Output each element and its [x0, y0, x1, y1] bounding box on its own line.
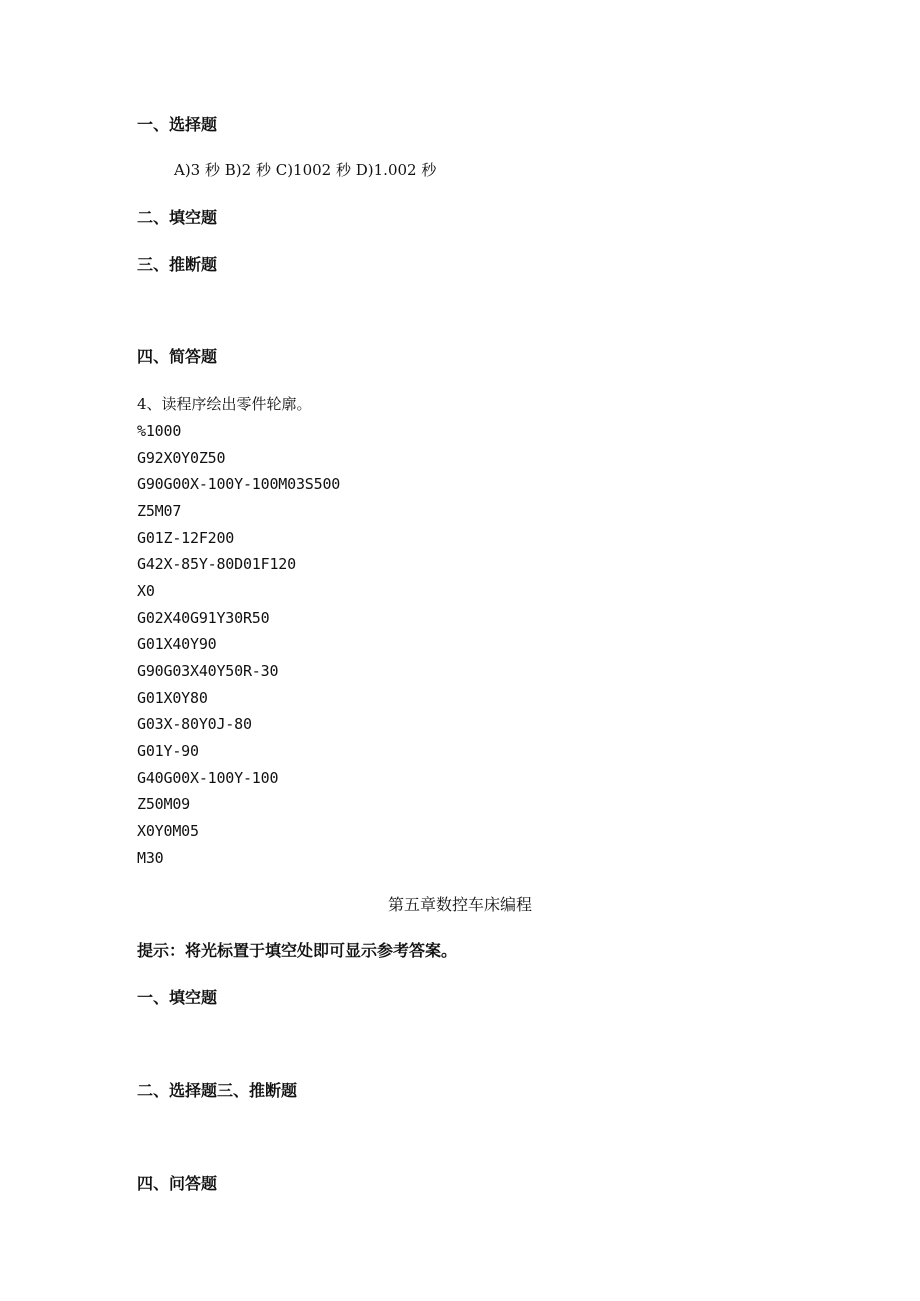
- section-heading-choice: 一、选择题: [137, 115, 218, 134]
- program-line: G03X-80Y0J-80: [137, 715, 252, 733]
- program-line: X0: [137, 582, 155, 600]
- program-line: %1000: [137, 422, 182, 440]
- section-heading-qa: 四、问答题: [137, 1174, 218, 1193]
- program-line: M30: [137, 849, 164, 867]
- section-heading-short-answer: 四、简答题: [137, 347, 218, 366]
- program-line: G02X40G91Y30R50: [137, 609, 270, 627]
- program-line: G01X0Y80: [137, 689, 208, 707]
- chapter-title: 第五章数控车床编程: [387, 895, 532, 914]
- program-line: G92X0Y0Z50: [137, 449, 226, 467]
- section-heading-fill-blank: 二、填空题: [137, 208, 218, 227]
- section-heading-judgment: 三、推断题: [137, 255, 218, 274]
- program-line: G90G03X40Y50R-30: [137, 662, 279, 680]
- program-line: Z50M09: [137, 795, 190, 813]
- program-line: X0Y0M05: [137, 822, 199, 840]
- program-line: Z5M07: [137, 502, 182, 520]
- program-line: G42X-85Y-80D01F120: [137, 555, 296, 573]
- program-line: G90G00X-100Y-100M03S500: [137, 475, 341, 493]
- program-line: G40G00X-100Y-100: [137, 769, 279, 787]
- section-heading-fill-blank-2: 一、填空题: [137, 988, 218, 1007]
- question-text: 4、读程序绘出零件轮廓。: [137, 395, 312, 413]
- program-line: G01Z-12F200: [137, 529, 235, 547]
- section-heading-choice-judgment: 二、选择题三、推断题: [137, 1081, 298, 1100]
- program-line: G01X40Y90: [137, 635, 217, 653]
- answer-options: A)3 秒 B)2 秒 C)1002 秒 D)1.002 秒: [174, 161, 437, 179]
- hint-text: 提示：将光标置于填空处即可显示参考答案。: [137, 941, 458, 960]
- program-line: G01Y-90: [137, 742, 199, 760]
